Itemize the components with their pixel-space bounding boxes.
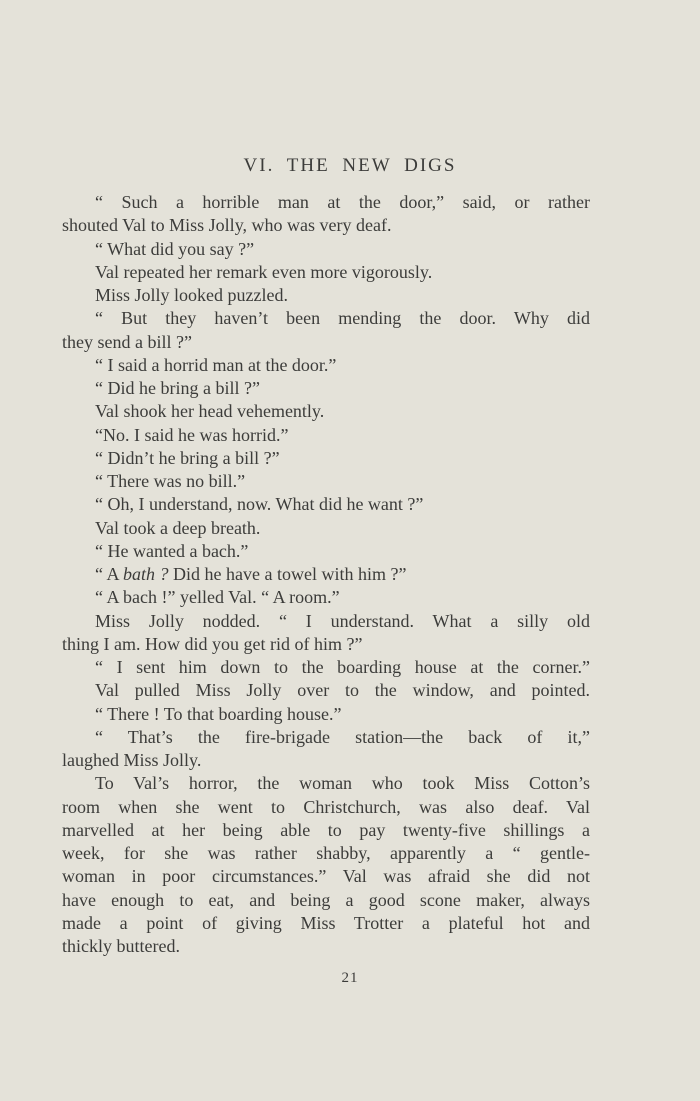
text-line: made a point of giving Miss Trotter a plateful hot and bbox=[62, 912, 590, 933]
text-line: Miss Jolly looked puzzled. bbox=[95, 285, 288, 305]
text-line: Val shook her head vehemently. bbox=[95, 401, 325, 422]
text-line: “ He wanted a bach.” bbox=[95, 540, 249, 561]
text-line: “ But they haven’t been mending the door. Why did bbox=[95, 308, 590, 329]
text-line: “ A bath ? Did he have a towel with him ?” bbox=[95, 564, 407, 584]
text-line: marvelled at her being able to pay twenty-five shillings a bbox=[62, 819, 590, 840]
text-line: room when she went to Christchurch, was also deaf. Val bbox=[62, 796, 590, 817]
text-line: have enough to eat, and being a good scone maker, always bbox=[62, 889, 590, 910]
text-line: laughed Miss Jolly. bbox=[62, 750, 202, 770]
chapter-title: VI. THE NEW DIGS bbox=[243, 155, 457, 176]
text-line: To Val’s horror, the woman who took Miss Cotton’s bbox=[95, 773, 590, 794]
text-line: thickly buttered. bbox=[62, 936, 180, 956]
text-line: “ There ! To that boarding house.” bbox=[95, 703, 342, 724]
emphasis: bath ? bbox=[123, 564, 169, 584]
text-line: “ There was no bill.” bbox=[95, 471, 246, 491]
text-line: “ Oh, I understand, now. What did he want ?” bbox=[95, 494, 424, 515]
text-line: Miss Jolly nodded. “ I understand. What a silly old bbox=[95, 610, 590, 631]
body-text bbox=[62, 191, 590, 958]
text-line: Val pulled Miss Jolly over to the window, and pointed. bbox=[95, 680, 590, 701]
text-line: thing I am. How did you get rid of him ?” bbox=[62, 633, 363, 654]
text-line: “No. I said he was horrid.” bbox=[95, 424, 289, 445]
text-line: “ That’s the fire-brigade station—the back of it,” bbox=[95, 726, 590, 747]
text-line: shouted Val to Miss Jolly, who was very deaf. bbox=[62, 215, 392, 236]
text-line: “ Didn’t he bring a bill ?” bbox=[95, 447, 280, 468]
text-line: “ Such a horrible man at the door,” said, or rather bbox=[95, 192, 590, 212]
text-line: “ I said a horrid man at the door.” bbox=[95, 354, 337, 375]
text-line: they send a bill ?” bbox=[62, 331, 192, 352]
text-line: “ Did he bring a bill ?” bbox=[95, 378, 260, 398]
text-line: “ I sent him down to the boarding house at the corner.” bbox=[95, 657, 590, 677]
text-line: woman in poor circumstances.” Val was afraid she did not bbox=[62, 866, 590, 887]
text-line: Val took a deep breath. bbox=[95, 517, 261, 538]
text-line: Val repeated her remark even more vigorously. bbox=[95, 261, 433, 282]
text-line: “ A bach !” yelled Val. “ A room.” bbox=[95, 587, 340, 608]
page-number: 21 bbox=[341, 970, 359, 986]
text-line: “ What did you say ?” bbox=[95, 238, 255, 259]
text-line: week, for she was rather shabby, apparently a “ gentle- bbox=[62, 843, 590, 863]
